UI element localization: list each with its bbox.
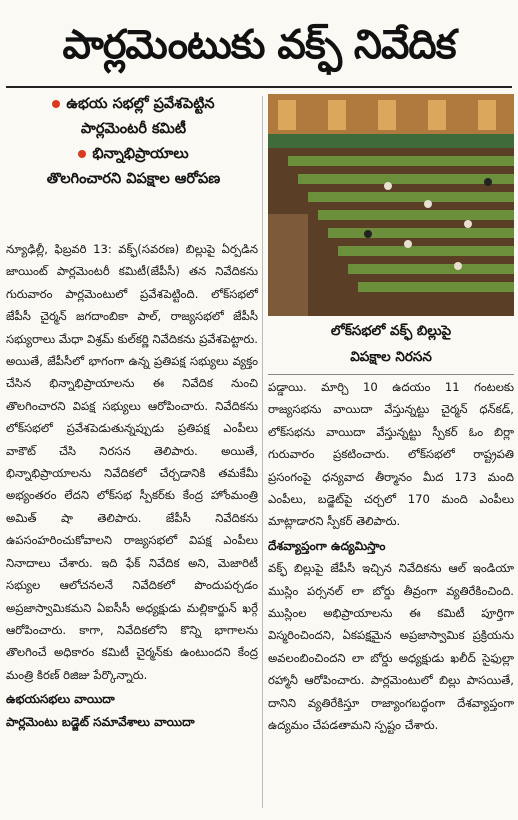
column-divider <box>262 96 263 808</box>
section-subhead: ఉభయసభలు వాయిదా <box>6 692 115 707</box>
caption-divider <box>268 374 514 375</box>
caption-line: లోక్‌సభలో వక్ఫ్ బిల్లుపై <box>330 323 452 339</box>
caption-line: విపక్షాల నిరసన <box>350 349 432 365</box>
section-subhead: దేశవ్యాప్తంగా ఉద్యమిస్తాం <box>268 538 386 553</box>
subhead-line <box>6 92 261 117</box>
subhead-text: తొలగించారని విపక్షాల ఆరోపణ <box>46 171 221 187</box>
subheads <box>6 92 261 192</box>
subhead-text: ఉభయ సభల్లో ప్రవేశపెట్టిన <box>66 96 215 112</box>
article-paragraph: పడ్డాయి. మార్చి 10 ఉదయం 11 గంటలకు రాజ్యసభను వాయిదా వేస్తున్నట్టు చైర్మన్ ధన్‌కడ్, లోక్‌సభను వాయిదా వేస్తున్నట్టు స్పీకర్ ఓం బిర్లా గురువారం ప్రకటించారు. లోక్‌సభలో రాష్ట్రపతి ప్రసంగంపై ధన్యవాద తీర్మానం మీద 173 మంది ఎంపీలు, బడ్జెట్‌పై చర్చలో 170 మంది ఎంపీలు మాట్లాడారని స్పీకర్ తెలిపారు. <box>268 380 514 529</box>
headline-divider <box>6 86 512 88</box>
photo-caption <box>268 318 514 376</box>
article-paragraph: వక్ఫ్ బిల్లుపై జేపీసీ ఇచ్చిన నివేదికను ఆల్ ఇండియా ముస్లిం పర్సనల్ లా బోర్డు తీవ్రంగా వ్యతిరేకించింది. ముస్లింల అభిప్రాయాలను ఈ కమిటీ పూర్తిగా విస్మరించిందని, ఏకపక్షమైన అప్రజాస్వామిక ప్రక్రియను అవలంబించిందని లా బోర్డు అధ్యక్షుడు ఖలీద్ సైఫుల్లా రహ్మానీ ఆరోపించారు. పార్లమెంటులో బిల్లు పాసయితే, దానిని వ్యతిరేకిస్తూ రాజ్యాంగబద్ధంగా దేశవ్యాప్తంగా ఉద్యమం చేపడతామని స్పష్టం చేశారు. <box>268 561 514 733</box>
article-paragraph: న్యూఢిల్లీ, ఫిబ్రవరి 13: వక్ఫ్(సవరణ) బిల్లుపై ఏర్పడిన జాయింట్ పార్లమెంటరీ కమిటీ(జేపీసీ) తన నివేదికను గురువారం పార్లమెంటులో ప్రవేశపెట్టింది. లోక్‌సభలో జేపీసీ చైర్మన్ జగదాంబికా పాల్, రాజ్యసభలో జేపీసీ సభ్యురాలు మేధా విశ్రమ్ కుల్‌కర్ణి నివేదికను ప్రవేశపెట్టారు. అయితే, జేపీసీలో భాగంగా ఉన్న ప్రతిపక్ష సభ్యులు వ్యక్తం చేసిన భిన్నాభిప్రాయాలను ఈ నివేదిక నుంచి తొలగించారని విపక్ష సభ్యులు ఆరోపించారు. నివేదికను లోక్‌సభలో ప్రవేశపెడుతున్నప్పుడు ప్రతిపక్ష ఎంపీలు వాకౌట్ చేసి నిరసన తెలిపారు. అయితే, భిన్నాభిప్రాయాలను నివేదికలో చేర్చడానికి తమకేమీ అభ్యంతరం లేదని లోక్‌సభ స్పీకర్‌కు కేంద్ర హోంమంత్రి అమిత్ షా తెలిపారు. జేపీసీ నివేదికను ఉపసంహరించుకోవాలని రాజ్యసభలో విపక్ష ఎంపీలు నినాదాలు చేశారు. ఇది ఫేక్ నివేదిక అని, మెజారిటీ సభ్యుల ఆలోచనలనే నివేదికలో పొందుపర్చడం అప్రజాస్వామికమని ఏఐసీసీ అధ్యక్షుడు మల్లికార్జున్ ఖర్గే ఆరోపించారు. కాగా, నివేదికలోని కొన్ని భాగాలను తొలగించే అధికారం కమిటీ చైర్మన్‌కు ఉంటుందని కేంద్ర మంత్రి కిరణ్ రిజిజు పేర్కొన్నారు. <box>6 242 258 682</box>
article-left-column <box>6 238 258 733</box>
parliament-photo <box>268 94 514 316</box>
parliament-photo-icon <box>268 94 514 316</box>
article-right-column <box>268 376 514 737</box>
section-subhead: పార్లమెంటు బడ్జెట్ సమావేశాలు వాయిదా <box>6 714 195 729</box>
subhead-line <box>6 117 261 142</box>
bullet-icon <box>52 100 60 108</box>
bullet-icon <box>78 150 86 158</box>
subhead-text: భిన్నాభిప్రాయాలు <box>92 146 189 162</box>
subhead-text: పార్లమెంటరీ కమిటీ <box>80 121 187 137</box>
subhead-line <box>6 167 261 192</box>
headline: పార్లమెంటుకు వక్ఫ్ నివేదిక <box>62 22 456 68</box>
subhead-line <box>6 142 261 167</box>
